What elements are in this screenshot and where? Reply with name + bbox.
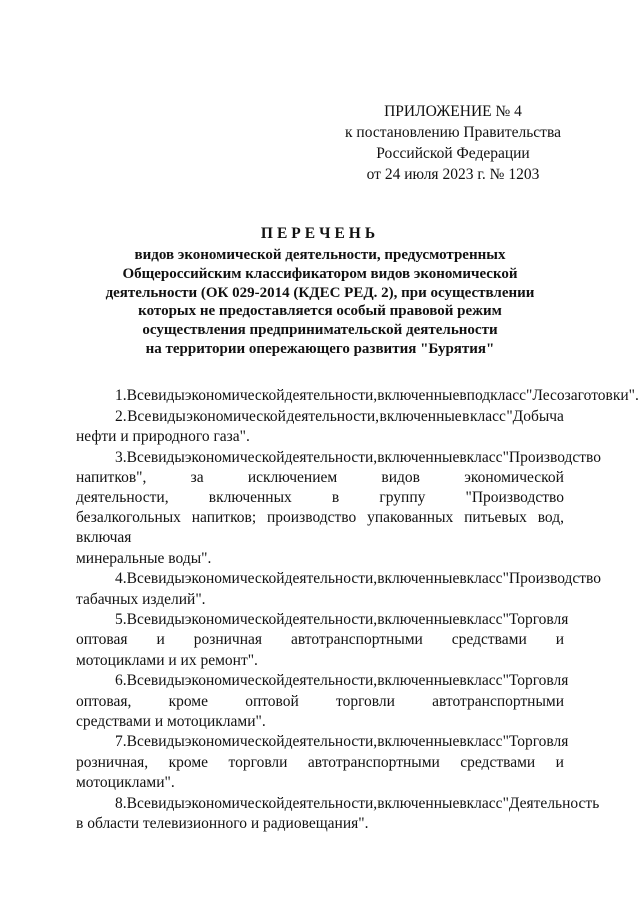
list-item-line: 3. Все виды экономической деятельности, включенные в класс "Производство xyxy=(115,448,602,466)
list-item-line: 4. Все виды экономической деятельности, включенные в класс "Производство xyxy=(115,570,602,588)
subtitle-line: которых не предоставляется особый правовой режим xyxy=(138,303,502,320)
subtitle-line: Общероссийским классификатором видов экономической xyxy=(122,265,518,282)
list-item-line: нефти и природного газа". xyxy=(76,427,250,445)
list-item xyxy=(76,610,569,671)
list-item-line: 5. Все виды экономической деятельности, включенные в класс "Торговля xyxy=(115,611,569,629)
list-item xyxy=(76,671,569,732)
appendix-number: ПРИЛОЖЕНИЕ № 4 xyxy=(384,103,522,120)
list-item-line: табачных изделий". xyxy=(76,590,206,608)
list-item-line: 8. Все виды экономической деятельности, включенные в класс "Деятельность xyxy=(115,794,600,812)
list-item xyxy=(76,794,600,834)
appendix-date: от 24 июля 2023 г. № 1203 xyxy=(366,166,540,183)
list-item-line: оптовая, кроме оптовой торговли автотранспортными xyxy=(76,692,564,710)
list-item-line: розничная, кроме торговли автотранспортными средствами и xyxy=(76,753,564,771)
list-item-line: 6. Все виды экономической деятельности, включенные в класс "Торговля xyxy=(115,672,569,690)
subtitle-line: деятельности (ОК 029-2014 (КДЕС РЕД. 2), при осуществлении xyxy=(105,284,535,301)
list-item-line: 2. Все виды экономической деятельности, включенные в класс "Добыча xyxy=(115,407,564,425)
list-item xyxy=(76,732,569,793)
appendix-header xyxy=(318,101,588,185)
list-item-line: безалкогольных напитков; производство упакованных питьевых вод, xyxy=(76,509,564,527)
list-item-line: мотоциклами и их ремонт". xyxy=(76,651,258,669)
list-item-line: деятельности, включенных в группу "Производство xyxy=(76,489,564,507)
activity-list xyxy=(76,386,639,834)
appendix-government: Российской Федерации xyxy=(376,145,530,162)
list-item-line: оптовая и розничная автотранспортными средствами и xyxy=(76,631,564,649)
list-item xyxy=(76,407,564,447)
list-item-line: включая xyxy=(76,529,132,547)
list-item-line: средствами и мотоциклами". xyxy=(76,712,266,730)
list-item xyxy=(76,386,639,406)
list-item-line: мотоциклами". xyxy=(76,773,175,791)
document-subtitle xyxy=(80,246,560,359)
list-item-line: 7. Все виды экономической деятельности, включенные в класс "Торговля xyxy=(115,733,569,751)
list-item-line: напитков", за исключением видов экономической xyxy=(76,468,564,486)
list-item-line: 1. Все виды экономической деятельности, включенные в подкласс "Лесозаготовки". xyxy=(115,387,639,404)
document-title: ПЕРЕЧЕНЬ xyxy=(260,225,380,242)
subtitle-line: на территории опережающего развития "Бурятия" xyxy=(145,340,495,357)
list-item: 3. Все виды экономической деятельности, включенные в класс "Производство напитков", за исключением видов экономической деятельности, включенных в группу "Производство безалкогольных напитков; производство упакованных питьевых вод, включая минеральные воды". xyxy=(76,448,602,567)
appendix-resolution-ref: к постановлению Правительства xyxy=(345,124,561,141)
list-item xyxy=(76,569,602,609)
subtitle-line: осуществления предпринимательской деятельности xyxy=(142,322,498,339)
list-item-line: в области телевизионного и радиовещания". xyxy=(76,814,369,832)
subtitle-line: видов экономической деятельности, предусмотренных xyxy=(134,247,506,263)
